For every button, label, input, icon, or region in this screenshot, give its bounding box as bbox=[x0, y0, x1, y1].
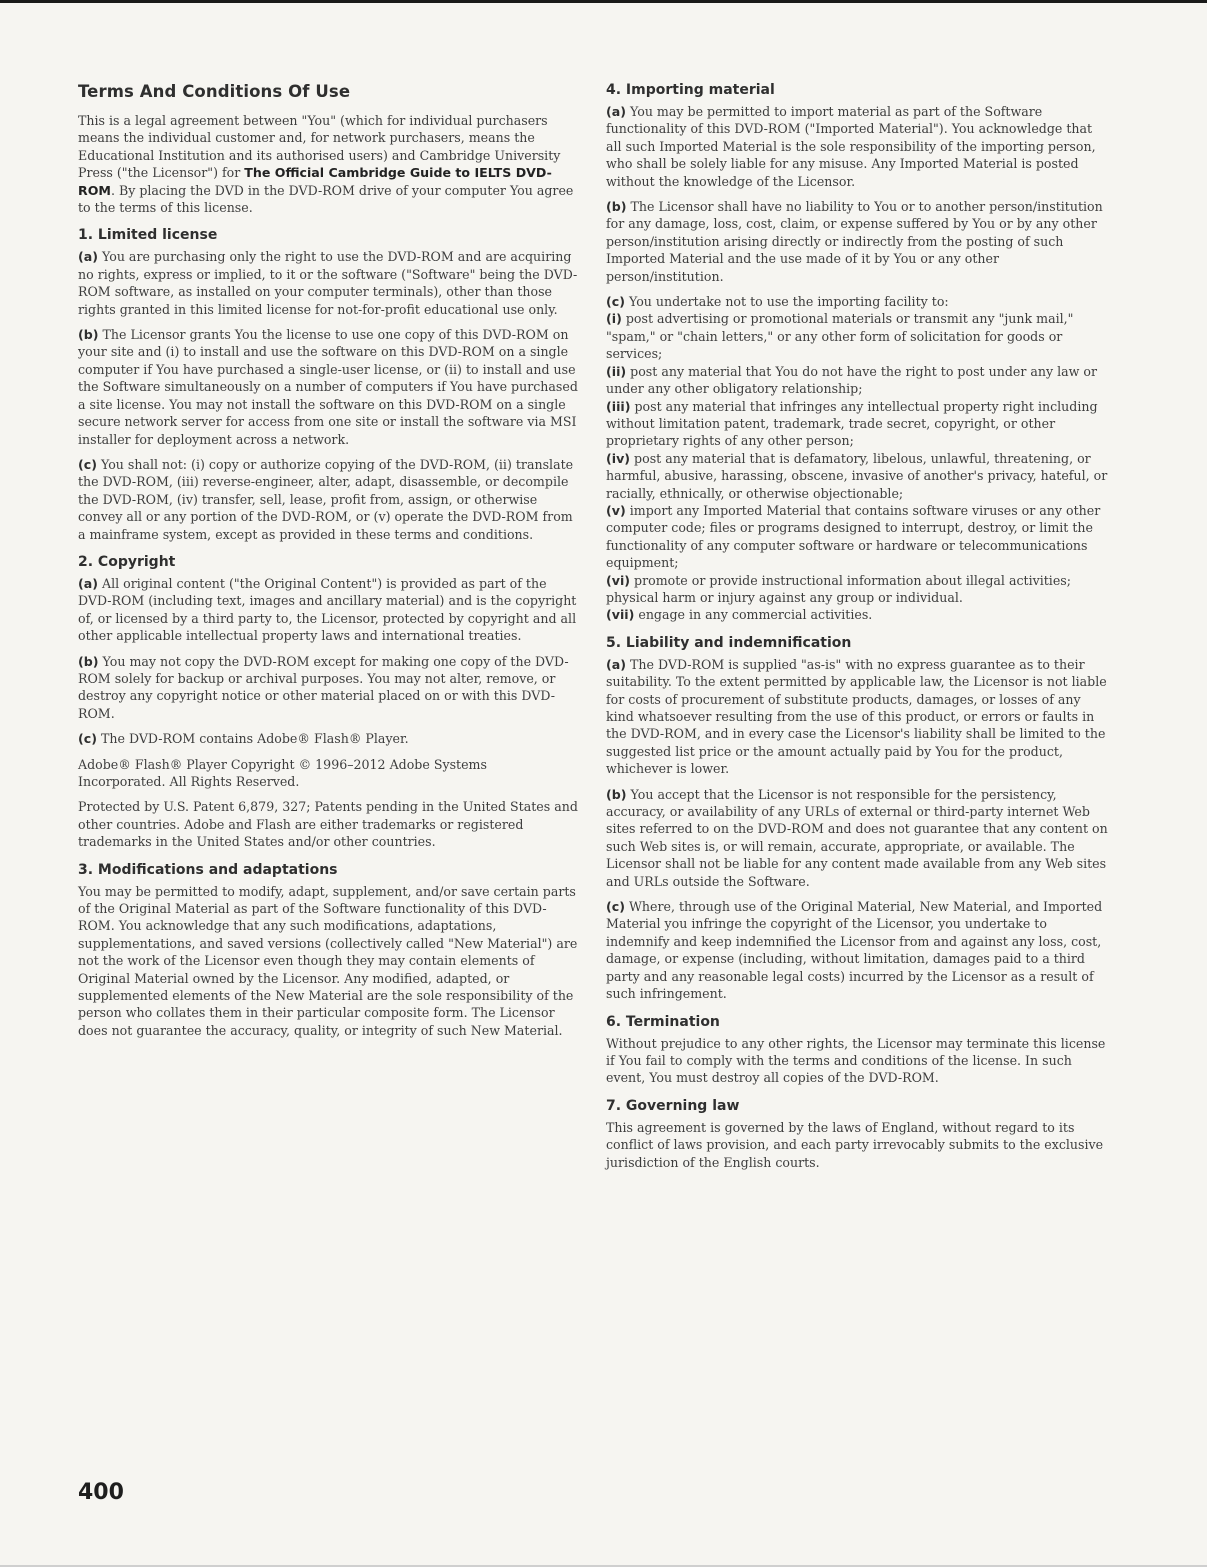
clause-label: (c) bbox=[606, 294, 625, 310]
section-5-clause-b bbox=[606, 786, 1111, 890]
section-4-item-i bbox=[606, 310, 1111, 362]
section-7-heading: 7. Governing law bbox=[606, 1097, 740, 1114]
section-5-clause-a bbox=[606, 656, 1111, 778]
page-title: Terms And Conditions Of Use bbox=[78, 82, 351, 101]
section-4-clause-c bbox=[606, 293, 1111, 310]
clause-label: (b) bbox=[78, 327, 99, 343]
item-text: promote or provide instructional information about illegal activities; physical harm or injury against any group or individual. bbox=[606, 572, 1071, 605]
item-text: post any material that You do not have the right to post under any law or under any other obligatory relationship; bbox=[606, 363, 1098, 397]
item-label: (v) bbox=[606, 502, 626, 518]
item-label: (vi) bbox=[606, 572, 631, 588]
section-7-text: This agreement is governed by the laws of England, without regard to its conflict of laws provision, and each party irrevocably submits to the exclusive jurisdiction of the English courts. bbox=[606, 1119, 1104, 1170]
clause-label: (c) bbox=[78, 731, 97, 747]
clause-text: You may not copy the DVD-ROM except for making one copy of the DVD-ROM solely for backup or archival purposes. You may not alter, remove, or destroy any copyright notice or other material placed on or with this DVD-ROM. bbox=[78, 653, 569, 721]
clause-label: (b) bbox=[606, 199, 627, 215]
section-6-text: Without prejudice to any other rights, the Licensor may terminate this license if You fail to comply with the terms and conditions of the license. In such event, You must destroy all copies of the DVD-ROM. bbox=[606, 1035, 1106, 1086]
clause-label: (c) bbox=[606, 899, 625, 915]
item-text: post any material that infringes any intellectual property right including without limitation patent, trademark, trade secret, copyright, or other proprietary rights of any other person; bbox=[606, 398, 1098, 449]
clause-text: You are purchasing only the right to use the DVD-ROM and are acquiring no rights, express or implied, to it or the software ("Software" being the DVD-ROM software, as installed on your computer terminals), other than those rights granted in this limited license for not-for-profit educational use only. bbox=[78, 249, 578, 317]
item-label: (i) bbox=[606, 311, 622, 327]
section-1-clause-a bbox=[78, 248, 578, 318]
section-2-clause-c bbox=[78, 730, 578, 747]
section-4-item-iv bbox=[606, 450, 1111, 502]
section-2-patent-notice: Protected by U.S. Patent 6,879, 327; Patents pending in the United States and other countries. Adobe and Flash are either trademarks or registered trademarks in the United States and/or other countries. bbox=[78, 799, 578, 850]
item-text: engage in any commercial activities. bbox=[634, 607, 873, 623]
section-1-clause-c bbox=[78, 456, 578, 543]
intro-product-name: The Official Cambridge Guide to IELTS DVD-ROM bbox=[78, 165, 552, 198]
section-4-heading: 4. Importing material bbox=[606, 82, 775, 98]
page-number: 400 bbox=[78, 1480, 124, 1505]
section-5-heading: 5. Liability and indemnification bbox=[606, 634, 852, 651]
item-label: (vii) bbox=[606, 607, 635, 623]
intro-paragraph bbox=[78, 112, 578, 216]
clause-text: The Licensor shall have no liability to You or to another person/institution for any damage, loss, cost, claim, or expense suffered by You or by any other person/institution arising directly or indirectly from the posting of such Imported Material and the use made of it by You or any other person/institution. bbox=[606, 199, 1103, 284]
clause-label: (c) bbox=[78, 456, 97, 472]
section-2-heading: 2. Copyright bbox=[78, 553, 176, 570]
clause-text: The DVD-ROM contains Adobe® Flash® Player. bbox=[96, 731, 409, 747]
clause-text: The DVD-ROM is supplied "as-is" with no express guarantee as to their suitability. To the extent permitted by applicable law, the Licensor is not liable for costs of procurement of substitute products, damages, or losses of any kind whatsoever resulting from the use of this product, or errors or faults in the DVD-ROM, and in every case the Licensor's liability shall be limited to the suggested list price or the amount actually paid by You for the product, whichever is lower. bbox=[606, 656, 1107, 777]
clause-label: (b) bbox=[606, 786, 627, 802]
section-4-item-v bbox=[606, 502, 1111, 572]
section-2-clause-a bbox=[78, 575, 578, 645]
section-1-clause-b bbox=[78, 326, 578, 448]
section-4-item-vii bbox=[606, 606, 1111, 623]
intro-text-after: . By placing the DVD in the DVD-ROM drive of your computer You agree to the terms of this license. bbox=[78, 182, 574, 216]
section-4-clause-a bbox=[606, 103, 1111, 190]
item-text: import any Imported Material that contains software viruses or any other computer code; files or programs designed to interrupt, destroy, or limit the functionality of any computer software or hardware or telecommunications equipment; bbox=[606, 502, 1101, 571]
top-edge-line bbox=[0, 0, 1207, 3]
clause-text: You shall not: (i) copy or authorize copying of the DVD-ROM, (ii) translate the DVD-ROM, (iii) reverse-engineer, alter, adapt, disassemble, or decompile the DVD-ROM, (iv) transfer, sell, lease, profit from, assign, or otherwise convey all or any portion of the DVD-ROM, or (v) operate the DVD-ROM from a mainframe system, except as provided in these terms and conditions. bbox=[78, 456, 574, 542]
item-text: post advertising or promotional materials or transmit any "junk mail," "spam," or "chain letters," or any other form of solicitation for goods or services; bbox=[606, 311, 1074, 362]
intro-text-before: This is a legal agreement between "You" (which for individual purchasers means the individual customer and, for network purchasers, means the Educational Institution and its authorised users) and Cambridge University Press ("the Licensor") for bbox=[78, 113, 561, 181]
section-2-clause-b bbox=[78, 653, 578, 723]
clause-label: (a) bbox=[78, 249, 99, 265]
clause-label: (a) bbox=[78, 575, 99, 591]
clause-text: You accept that the Licensor is not responsible for the persistency, accuracy, or availability of any URLs of external or third-party internet Web sites referred to on the DVD-ROM and does not guarantee that any content on such Web sites is, or will remain, accurate, appropriate, or available. The Licensor shall not be liable for any content made available from any Web sites and URLs outside the Software. bbox=[606, 786, 1108, 889]
section-5-clause-c bbox=[606, 898, 1111, 1002]
section-3-heading: 3. Modifications and adaptations bbox=[78, 861, 338, 878]
item-label: (iv) bbox=[606, 450, 631, 466]
section-2-adobe-copyright: Adobe® Flash® Player Copyright © 1996–2012 Adobe Systems Incorporated. All Rights Reserved. bbox=[78, 756, 487, 789]
clause-text: You undertake not to use the importing facility to: bbox=[624, 294, 949, 310]
clause-text: Where, through use of the Original Material, New Material, and Imported Material you infringe the copyright of the Licensor, you undertake to indemnify and keep indemnified the Licensor from and against any loss, cost, damage, or expense (including, without limitation, damages paid to a third party and any reasonable legal costs) incurred by the Licensor as a result of such infringement. bbox=[606, 899, 1103, 1002]
left-column bbox=[78, 82, 578, 1047]
section-4-clause-b bbox=[606, 198, 1111, 285]
item-label: (iii) bbox=[606, 398, 631, 414]
clause-label: (a) bbox=[606, 104, 627, 119]
clause-text: All original content ("the Original Content") is provided as part of the DVD-ROM (including text, images and ancillary material) and is the copyright of, or licensed by a third party to, the Licensor, protected by copyright and all other applicable intellectual property laws and international treaties. bbox=[78, 575, 577, 644]
clause-text: The Licensor grants You the license to use one copy of this DVD-ROM on your site and (i) to install and use the software on this DVD-ROM on a single computer if You have purchased a single-user license, or (ii) to install and use the Software simultaneously on a number of computers if You have purchased a site license. You may not install the software on this DVD-ROM on a single secure network server for access from one site or install the software via MSI installer for deployment across a network. bbox=[78, 327, 578, 447]
right-column bbox=[606, 82, 1111, 1179]
section-1-heading: 1. Limited license bbox=[78, 227, 218, 244]
section-6-heading: 6. Termination bbox=[606, 1013, 720, 1030]
item-text: post any material that is defamatory, libelous, unlawful, threatening, or harmful, abusive, harassing, obscene, invasive of another's privacy, hateful, or racially, ethnically, or otherwise objectionable; bbox=[606, 450, 1108, 501]
clause-text: You may be permitted to import material as part of the Software functionality of this DVD-ROM ("Imported Material"). You acknowledge that all such Imported Material is the sole responsibility of the importing person, who shall be solely liable for any misuse. Any Imported Material is posted without the knowledge of the Licensor. bbox=[606, 104, 1096, 189]
clause-label: (b) bbox=[78, 653, 99, 669]
section-3-text: You may be permitted to modify, adapt, supplement, and/or save certain parts of the Original Material as part of the Software functionality of this DVD-ROM. You acknowledge that any such modifications, adaptations, supplementations, and saved versions (collectively called "New Material") are not the work of the Licensor even though they may contain elements of Original Material owned by the Licensor. Any modified, adapted, or supplemented elements of the New Material are the sole responsibility of the person who collates them in their particular composite form. The Licensor does not guarantee the accuracy, quality, or integrity of such New Material. bbox=[78, 883, 578, 1038]
section-4-item-vi bbox=[606, 572, 1111, 607]
clause-label: (a) bbox=[606, 656, 627, 672]
section-4-item-ii bbox=[606, 363, 1111, 398]
section-4-item-iii bbox=[606, 398, 1111, 450]
item-label: (ii) bbox=[606, 363, 627, 379]
